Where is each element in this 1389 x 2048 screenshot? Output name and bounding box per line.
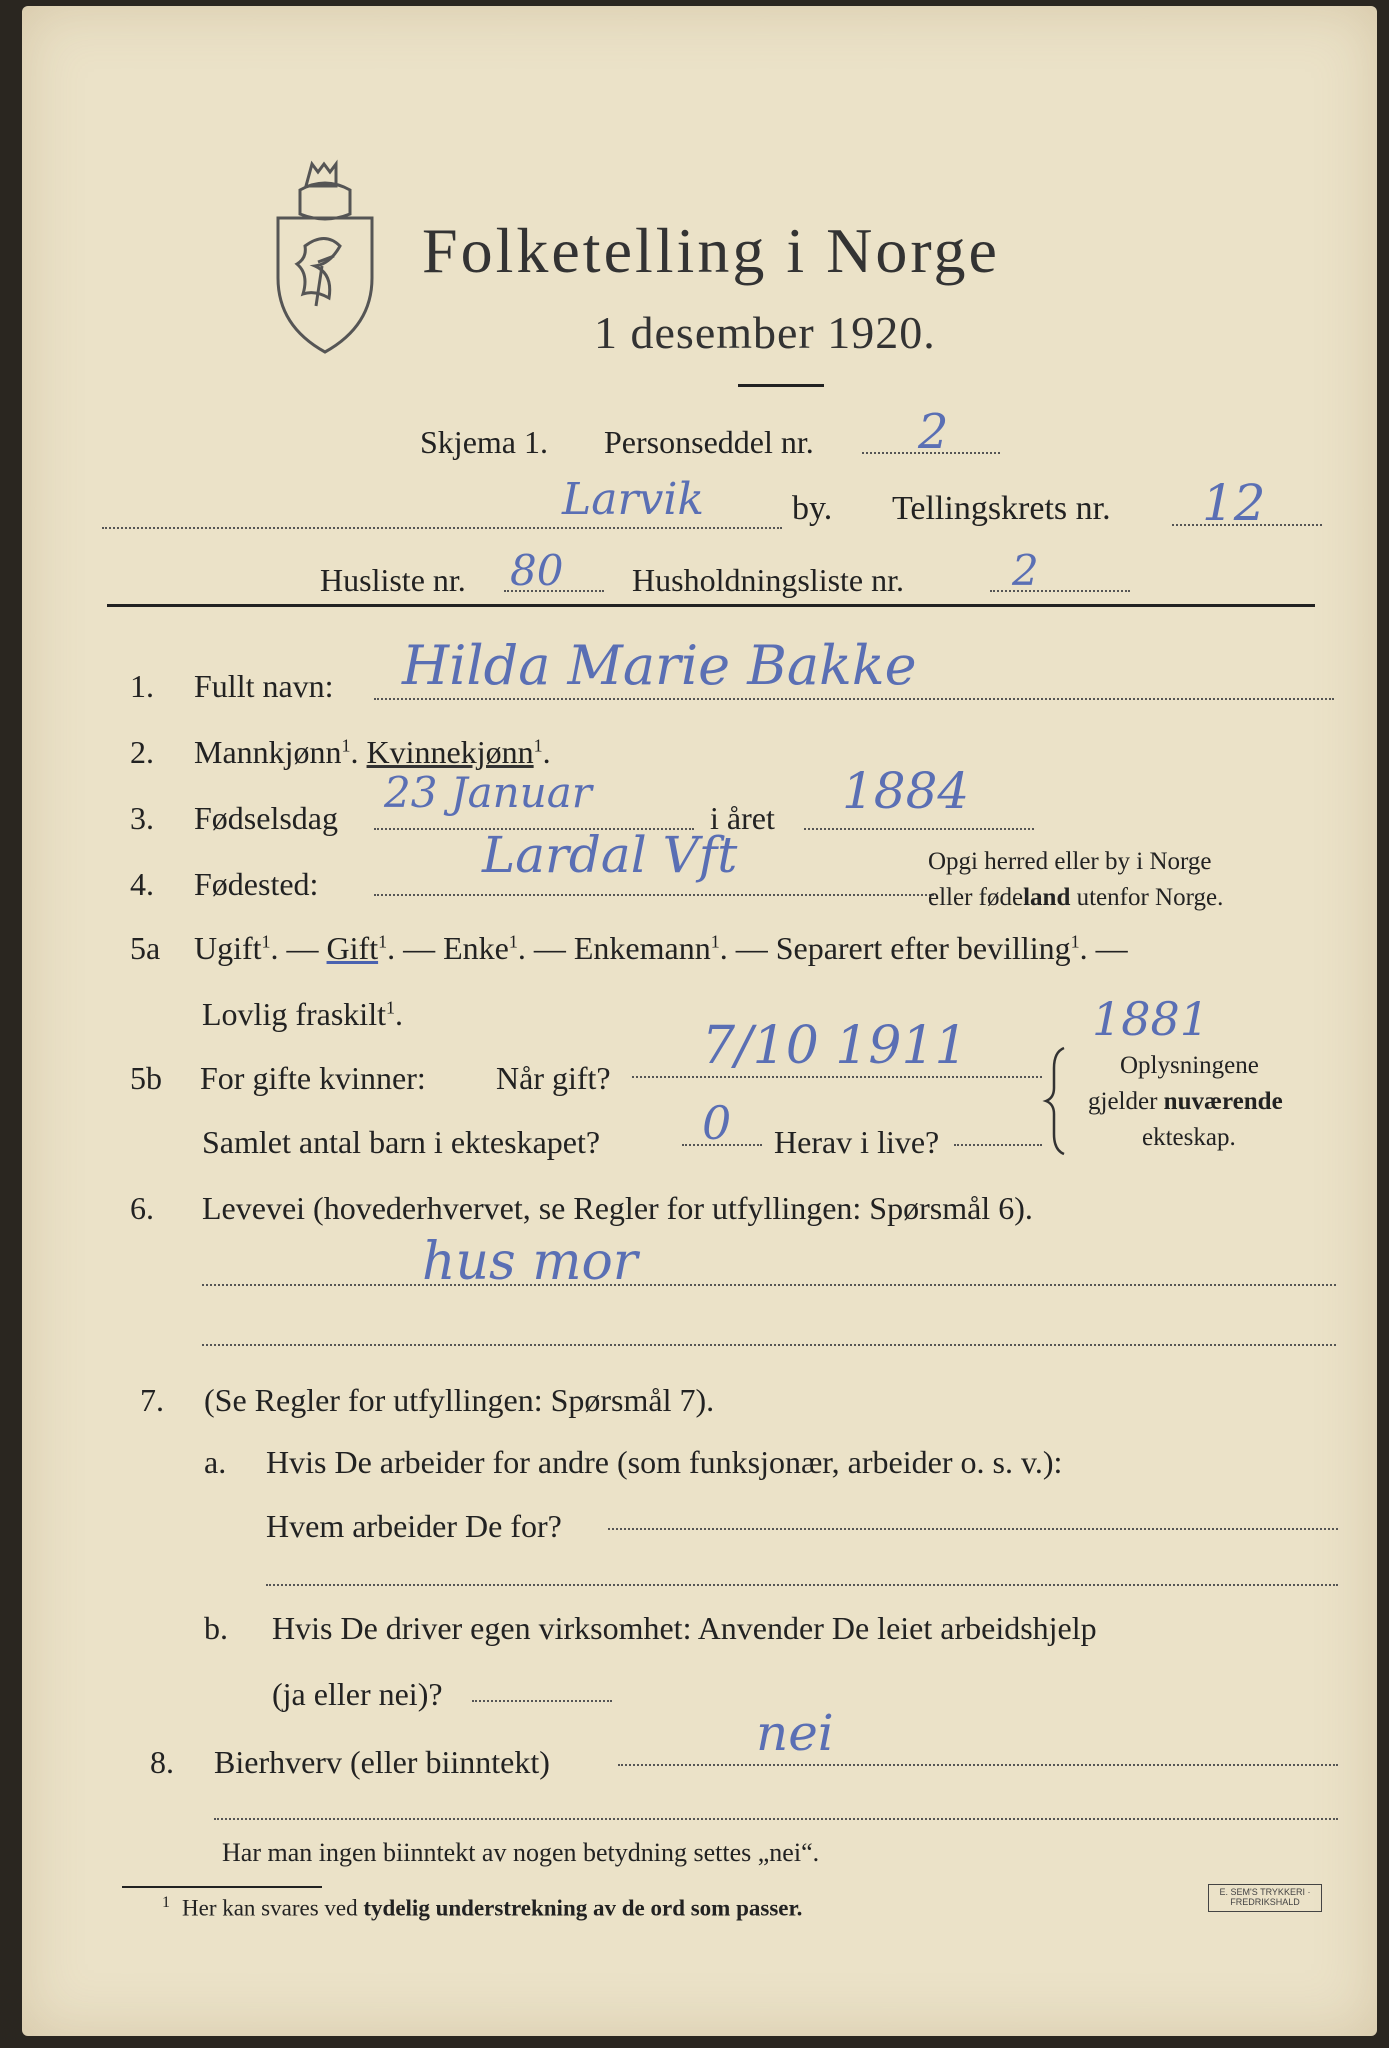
q7a-line1	[608, 1528, 1338, 1530]
q7-label: (Se Regler for utfyllingen: Spørsmål 7).	[204, 1382, 715, 1418]
q1-line	[374, 698, 1334, 700]
q8-label: Bierhverv (eller biinntekt)	[214, 1744, 550, 1780]
q7b-sub-label: (ja eller nei)?	[272, 1676, 443, 1712]
q6-value: hus mor	[422, 1232, 638, 1292]
q6-line2	[202, 1344, 1336, 1346]
q4-line	[374, 894, 934, 896]
q5b-number: 5b	[130, 1060, 162, 1096]
q2-mannkjonn: Mannkjønn	[194, 734, 342, 770]
q2-number: 2.	[130, 734, 154, 770]
q5b-label: For gifte kvinner:	[200, 1060, 426, 1096]
q4-number: 4.	[130, 866, 154, 902]
q5b-ilive-line	[954, 1144, 1042, 1146]
q1-label: Fullt navn:	[194, 668, 334, 704]
form-title: Folketelling i Norge	[422, 215, 1000, 286]
q5b-naar-label: Når gift?	[496, 1060, 611, 1096]
q8-value: nei	[756, 1704, 834, 1762]
q8-line2	[214, 1818, 1338, 1820]
q7b-label: Hvis De driver egen virksomhet: Anvender De leiet arbeidshjelp	[272, 1610, 1097, 1646]
skjema-label: Skjema 1.	[420, 424, 548, 460]
coat-of-arms-icon	[260, 156, 390, 356]
q1-number: 1.	[130, 668, 154, 704]
q5a-options: Ugift$^1$. — Gift$^1$. — Enke$^1$. — Enkemann$^1$. — Separert efter bevilling$^1$. —	[194, 930, 1128, 966]
q3-label: Fødselsdag	[194, 800, 338, 836]
footer-note: Har man ingen biinntekt av nogen betydning settes „nei“.	[222, 1838, 820, 1867]
personseddel-value: 2	[918, 404, 949, 460]
husholdningsliste-value: 2	[1012, 546, 1039, 595]
by-line	[102, 527, 782, 529]
q5b-ilive-label: Herav i live?	[774, 1124, 940, 1160]
by-value: Larvik	[562, 474, 705, 525]
tellingskrets-value: 12	[1202, 474, 1266, 532]
printer-mark: E. SEM'S TRYKKERI · FREDRIKSHALD	[1208, 1884, 1322, 1912]
q4-value: Lardal Vft	[482, 826, 738, 884]
q5b-barn-value: 0	[702, 1096, 732, 1150]
husliste-value: 80	[510, 546, 564, 595]
q7a-label: Hvis De arbeider for andre (som funksjonær, arbeider o. s. v.):	[266, 1444, 1063, 1480]
q2-kvinnekjonn: Kvinnekjønn	[366, 734, 534, 770]
husliste-label: Husliste nr.	[320, 562, 466, 598]
q8-number: 8.	[150, 1744, 174, 1780]
q1-value: Hilda Marie Bakke	[402, 634, 917, 697]
q7-number: 7.	[140, 1382, 164, 1418]
q5b-barn-label: Samlet antal barn i ekteskapet?	[202, 1124, 601, 1160]
q5b-note-line1: Oplysningene	[1120, 1052, 1259, 1079]
personseddel-label: Personseddel nr.	[604, 424, 814, 460]
q7a-sub-label: Hvem arbeider De for?	[266, 1508, 562, 1544]
q7b-letter: b.	[204, 1610, 228, 1646]
q5b-naar-value: 7/10 1911	[702, 1016, 968, 1076]
q5a-lovlig: Lovlig fraskilt$^1$.	[202, 996, 403, 1032]
q7a-letter: a.	[204, 1444, 227, 1480]
q5b-naar-line	[632, 1076, 1042, 1078]
census-date: 1 desember 1920.	[594, 307, 936, 358]
q6-number: 6.	[130, 1190, 154, 1226]
by-label: by.	[792, 490, 833, 527]
q5a-gift: Gift	[326, 930, 379, 966]
q5a-number: 5a	[130, 930, 161, 966]
q5b-extra-number: 1881	[1092, 992, 1210, 1046]
q3-number: 3.	[130, 800, 154, 836]
q2-options: Mannkjønn$^1$. Kvinnekjønn$^1$.	[194, 734, 551, 770]
footnote-rule	[122, 1886, 322, 1888]
q3-year-line	[804, 828, 1034, 830]
q5b-brace-icon	[1042, 1046, 1072, 1156]
q4-note-line1: Opgi herred eller by i Norge	[928, 848, 1212, 875]
q5b-note-line3: ekteskap.	[1142, 1124, 1236, 1151]
q6-line1	[202, 1284, 1336, 1286]
husholdningsliste-label: Husholdningsliste nr.	[632, 562, 905, 598]
q7b-line	[472, 1700, 612, 1702]
tellingskrets-label: Tellingskrets nr.	[892, 490, 1111, 527]
q6-label: Levevei (hovederhvervet, se Regler for utfyllingen: Spørsmål 6).	[202, 1190, 1033, 1226]
q7a-line2	[266, 1584, 1338, 1586]
q3-day-value: 23 Januar	[384, 768, 592, 817]
footnote: $^1$ Her kan svares ved tydelig understrekning av de ord som passer.	[162, 1894, 803, 1921]
q3-year-value: 1884	[842, 762, 970, 820]
q8-line1	[618, 1764, 1338, 1766]
title-divider	[738, 384, 824, 387]
q5b-note-line2: gjelder nuværende	[1088, 1088, 1283, 1115]
q4-label: Fødested:	[194, 866, 319, 902]
census-form-page	[22, 6, 1377, 2036]
header-rule	[107, 604, 1315, 607]
q4-note-line2: eller fødeland utenfor Norge.	[928, 884, 1224, 911]
q3-year-label: i året	[710, 800, 775, 836]
footnote-number: 1	[162, 1894, 170, 1911]
husholdningsliste-line	[990, 590, 1130, 592]
